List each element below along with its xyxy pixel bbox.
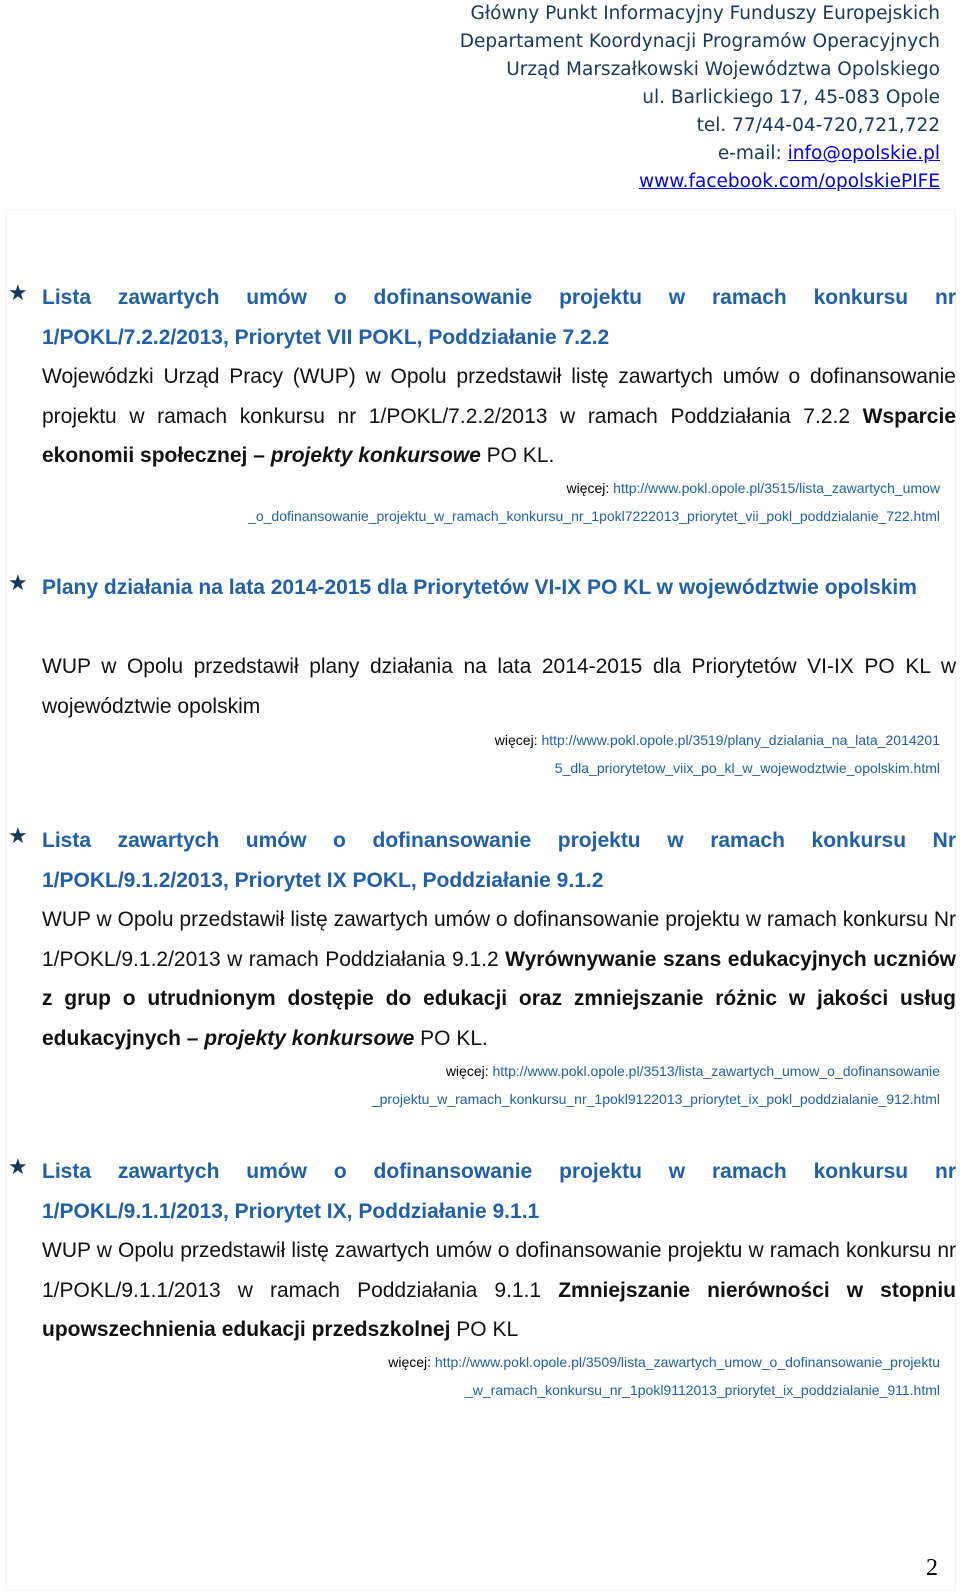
star-bullet-icon: ★ xyxy=(8,570,28,595)
more-label: więcej: xyxy=(388,1354,432,1370)
contact-header xyxy=(340,0,940,196)
news-title: Lista zawartych umów o dofinansowanie projektu w ramach konkursu nr 1/POKL/7.2.2/2013, Priorytet VII POKL, Poddziałanie 7.2.2 xyxy=(42,286,956,349)
more-link[interactable] xyxy=(248,474,940,530)
more-url-line1[interactable]: http://www.pokl.opole.pl/3515/lista_zawartych_umow xyxy=(613,480,940,496)
more-link[interactable] xyxy=(495,726,940,782)
more-url-line2[interactable]: _w_ramach_konkursu_nr_1pokl9112013_priorytet_ix_poddzialanie_911.html xyxy=(464,1382,940,1398)
news-body: WUP w Opolu przedstawił listę zawartych umów o dofinansowanie projektu w ramach konkursu nr 1/POKL/9.1.1/2013 w ramach Poddziałania 9.1.1 Zmniejszanie nierówności w stopniu upowszechnienia edukacji przedszkolnej PO KL xyxy=(42,1239,956,1341)
email-label: e-mail: xyxy=(717,143,788,164)
star-bullet-icon: ★ xyxy=(8,280,28,305)
news-body: WUP w Opolu przedstawił plany działania na lata 2014-2015 dla Priorytetów VI-IX PO KL w województwie opolskim xyxy=(42,655,956,718)
news-body: Wojewódzki Urząd Pracy (WUP) w Opolu przedstawił listę zawartych umów o dofinansowanie projektu w ramach konkursu nr 1/POKL/7.2.2/2013 w ramach Poddziałania 7.2.2 Wsparcie ekonomii społecznej – projekty konkursowe PO KL. xyxy=(42,365,956,467)
header-line-department: Departament Koordynacji Programów Operacyjnych xyxy=(459,31,940,52)
more-url-line1[interactable]: http://www.pokl.opole.pl/3519/plany_dzialania_na_lata_2014201 xyxy=(541,732,940,748)
more-link[interactable] xyxy=(388,1348,940,1404)
more-url-line2[interactable]: 5_dla_priorytetow_viix_po_kl_w_wojewodztwie_opolskim.html xyxy=(554,760,940,776)
more-url-line1[interactable]: http://www.pokl.opole.pl/3513/lista_zawartych_umow_o_dofinansowanie xyxy=(492,1063,940,1079)
header-line-address: ul. Barlickiego 17, 45-083 Opole xyxy=(642,87,940,108)
star-bullet-icon: ★ xyxy=(8,1154,28,1179)
more-url-line1[interactable]: http://www.pokl.opole.pl/3509/lista_zawartych_umow_o_dofinansowanie_projektu xyxy=(434,1354,940,1370)
header-line-phone: tel. 77/44-04-720,721,722 xyxy=(696,115,940,136)
header-line-org: Główny Punkt Informacyjny Funduszy Europejskich xyxy=(470,3,940,24)
more-url-line2[interactable]: _projektu_w_ramach_konkursu_nr_1pokl9122013_priorytet_ix_pokl_poddzialanie_912.html xyxy=(371,1091,940,1107)
header-line-email xyxy=(340,140,940,168)
news-title: Plany działania na lata 2014-2015 dla Priorytetów VI-IX PO KL w województwie opolskim xyxy=(42,576,917,599)
header-line-office: Urząd Marszałkowski Województwa Opolskiego xyxy=(506,59,940,80)
news-body: WUP w Opolu przedstawił listę zawartych umów o dofinansowanie projektu w ramach konkursu Nr 1/POKL/9.1.2/2013 w ramach Poddziałania 9.1.2 Wyrównywanie szans edukacyjnych uczniów z grup o utrudnionym dostępie do edukacji oraz zmniejszanie różnic w jakości usług edukacyjnych – projekty konkursowe PO KL. xyxy=(42,908,956,1050)
more-url-line2[interactable]: _o_dofinansowanie_projektu_w_ramach_konkursu_nr_1pokl7222013_priorytet_vii_pokl_poddzialanie_722.html xyxy=(248,508,940,524)
news-title: Lista zawartych umów o dofinansowanie projektu w ramach konkursu nr 1/POKL/9.1.1/2013, Priorytet IX, Poddziałanie 9.1.1 xyxy=(42,1160,956,1223)
more-link[interactable] xyxy=(372,1057,940,1113)
news-title: Lista zawartych umów o dofinansowanie projektu w ramach konkursu Nr 1/POKL/9.1.2/2013, Priorytet IX POKL, Poddziałanie 9.1.2 xyxy=(42,829,956,892)
page-number: 2 xyxy=(926,1555,938,1581)
email-link[interactable]: info@opolskie.pl xyxy=(787,143,940,164)
more-label: więcej: xyxy=(445,1063,489,1079)
more-label: więcej: xyxy=(566,480,610,496)
more-label: więcej: xyxy=(494,732,538,748)
star-bullet-icon: ★ xyxy=(8,823,28,848)
facebook-link[interactable]: www.facebook.com/opolskiePIFE xyxy=(638,171,940,192)
